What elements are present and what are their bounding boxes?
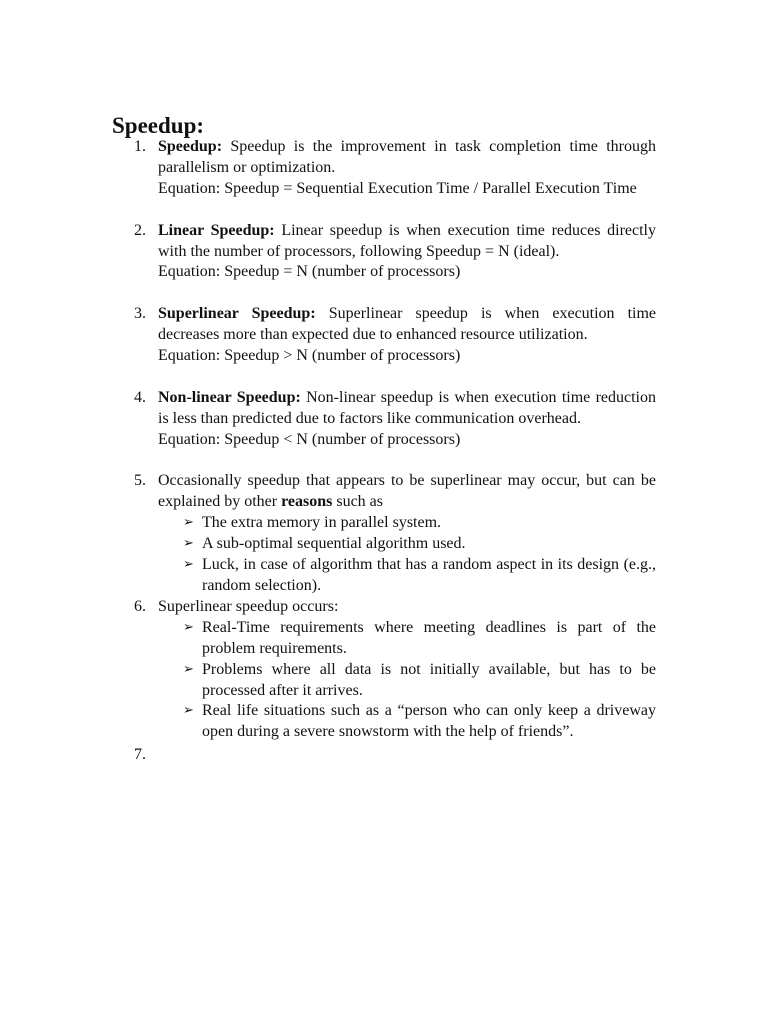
- item-number: 6.: [134, 597, 146, 615]
- item-text: [158, 471, 656, 513]
- item-equation: Equation: Speedup = N (number of processors): [158, 263, 461, 281]
- item-equation: Equation: Speedup < N (number of processors): [158, 430, 461, 448]
- item-text: Superlinear speedup is when execution time decreases more than expected due to enhanced resource utilization.: [158, 305, 657, 344]
- list-item-superlinear-occurs: [112, 597, 656, 743]
- item-text-before: Occasionally speedup that appears to be superlinear may occur, but can be explained by other: [158, 472, 656, 511]
- item-term: Linear Speedup:: [158, 221, 275, 239]
- item-number: 2.: [134, 221, 146, 239]
- item-text: Non-linear speedup is when execution time reduction is less than predicted due to factors like communication overhead.: [158, 388, 656, 427]
- item-equation: Equation: Speedup > N (number of processors): [158, 347, 461, 365]
- bullet-text: Real life situations such as a “person who can only keep a driveway open during a severe snowstorm with the help of friends”.: [202, 702, 656, 741]
- numbered-list: [112, 137, 656, 766]
- bullet-text: Luck, in case of algorithm that has a random aspect in its design (e.g., random selection).: [202, 556, 656, 594]
- list-item-superlinear-speedup: [112, 304, 656, 367]
- item-definition: [158, 137, 656, 179]
- item-number: 4.: [134, 388, 146, 406]
- item-definition: [158, 388, 656, 430]
- item-equation: Equation: Speedup = Sequential Execution Time / Parallel Execution Time: [158, 179, 637, 197]
- bullet-text: Real-Time requirements where meeting deadlines is part of the problem requirements.: [202, 618, 656, 657]
- bullet-text: The extra memory in parallel system.: [202, 514, 442, 532]
- bullet-item: [158, 701, 656, 743]
- arrow-bullet-icon: ➢: [183, 515, 194, 531]
- item-definition: [158, 221, 656, 263]
- arrow-bullet-icon: ➢: [183, 619, 194, 635]
- item-term: Speedup:: [158, 138, 223, 155]
- list-item-speedup: [112, 137, 656, 200]
- bullet-item: [158, 555, 656, 597]
- bullet-text: Problems where all data is not initially available, but has to be processed after it arrives.: [202, 660, 656, 699]
- item-number: 5.: [134, 472, 146, 490]
- item-text: Speedup is the improvement in task completion time through parallelism or optimization.: [158, 138, 657, 176]
- arrow-bullet-icon: ➢: [183, 661, 194, 677]
- list-item-empty: [112, 745, 656, 766]
- item-number: 1.: [134, 138, 146, 155]
- bullet-item: [158, 513, 656, 534]
- item-number: 7.: [134, 746, 146, 764]
- arrow-bullet-icon: ➢: [183, 536, 194, 552]
- bullet-item: [158, 534, 656, 555]
- item-term: Non-linear Speedup:: [158, 388, 301, 406]
- bullet-item: [158, 660, 656, 702]
- item-bold-word: reasons: [281, 493, 333, 511]
- item-text: Superlinear speedup occurs:: [158, 597, 339, 615]
- list-item-linear-speedup: [112, 221, 656, 284]
- item-text-after: such as: [336, 493, 383, 511]
- list-item-non-linear-speedup: [112, 388, 656, 451]
- bullet-text: A sub-optimal sequential algorithm used.: [202, 535, 466, 553]
- item-term: Superlinear Speedup:: [158, 305, 316, 323]
- arrow-bullet-icon: ➢: [183, 557, 194, 573]
- item-number: 3.: [134, 305, 146, 323]
- arrow-bullet-icon: ➢: [183, 703, 194, 719]
- bullet-item: [158, 618, 656, 660]
- item-text: Linear speedup is when execution time reduces directly with the number of processors, following Speedup = N (ideal).: [158, 221, 656, 260]
- list-item-occasional-superlinear: [112, 471, 656, 596]
- page-title: Speedup:: [112, 113, 205, 138]
- item-definition: [158, 304, 656, 346]
